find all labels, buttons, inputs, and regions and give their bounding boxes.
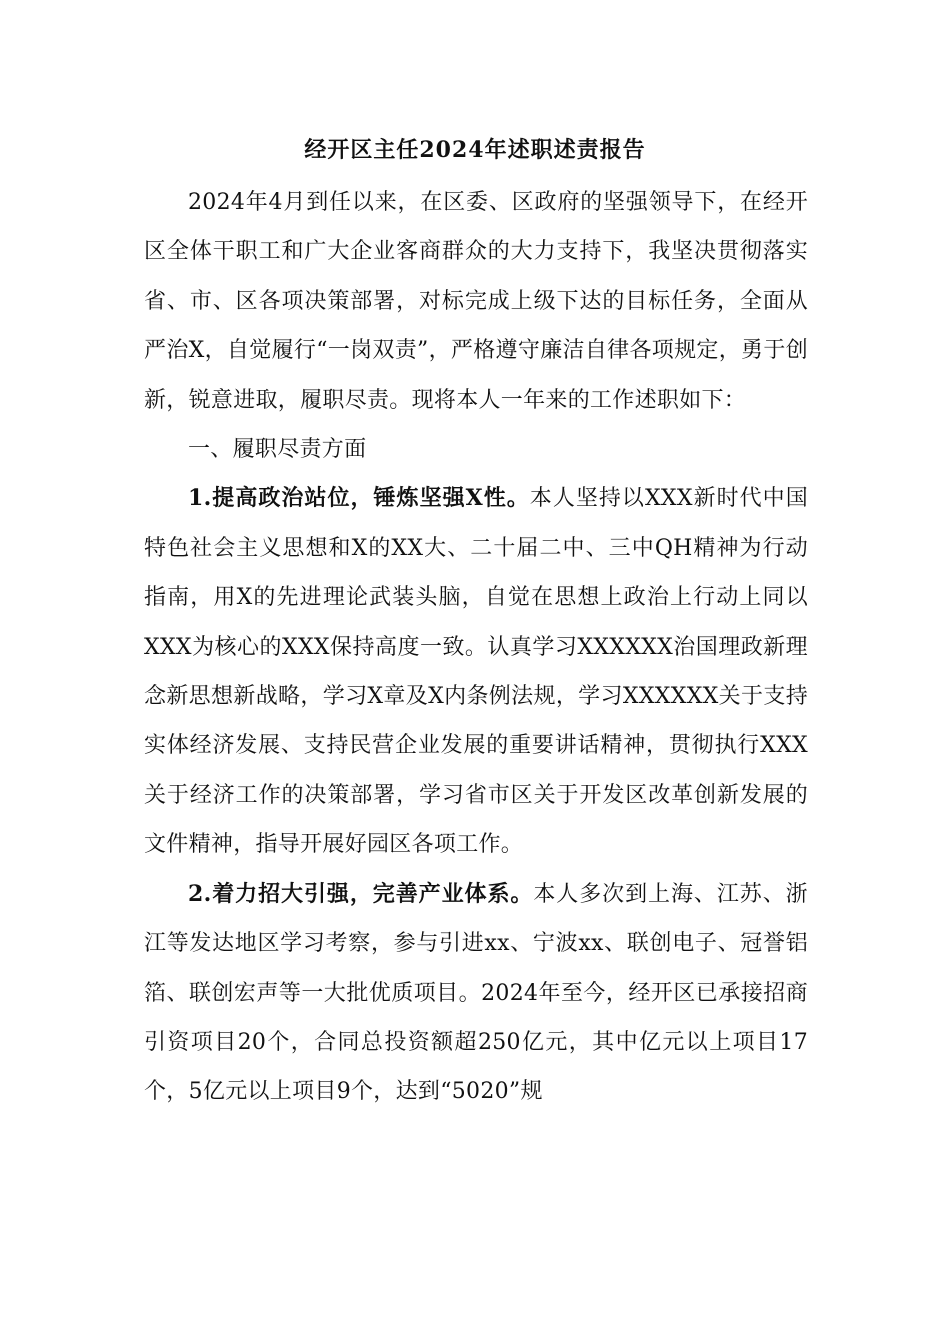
item-lead-1: 1.提高政治站位，锤炼坚强X性。: [188, 485, 530, 512]
item-lead-2: 2.着力招大引强，完善产业体系。: [188, 880, 534, 907]
section-heading: 一、履职尽责方面: [188, 437, 367, 463]
item-body-1: 本人坚持以XXX新时代中国特色社会主义思想和X的XX大、二十届二中、三中QH精神为行动指南，用X的先进理论武装头脑，自觉在思想上政治上行动上同以XXX为核心的XXX保持高度一致。认真学习XXXXXX治国理政新理念新思想新战略，学习X章及X内条例法规，学习XXXXXX关于支持实体经济发展、支持民营企业发展的重要讲话精神，贯彻执行XXX关于经济工作的决策部署，学习省市区关于开发区改革创新发展的文件精神，指导开展好园区各项工作。: [144, 486, 808, 858]
document-title: 经开区主任2024年述职述责报告: [304, 137, 646, 163]
item-paragraph-2: [144, 870, 808, 1117]
item-body-2: 本人多次到上海、江苏、浙江等发达地区学习考察，参与引进xx、宁波xx、联创电子、冠誉铝箔、联创宏声等一大批优质项目。2024年至今，经开区已承接招商引资项目20个，合同总投资额超250亿元，其中亿元以上项目17个，5亿元以上项目9个，达到“5020”规: [144, 881, 808, 1105]
document-body: [144, 178, 808, 1117]
item-paragraph-1: [144, 474, 808, 869]
intro-paragraph: 2024年4月到任以来，在区委、区政府的坚强领导下，在经开区全体干职工和广大企业客商群众的大力支持下，我坚决贯彻落实省、市、区各项决策部署，对标完成上级下达的目标任务，全面从严治X，自觉履行“一岗双责”，严格遵守廉洁自律各项规定，勇于创新，锐意进取，履职尽责。现将本人一年来的工作述职如下：: [144, 190, 808, 413]
